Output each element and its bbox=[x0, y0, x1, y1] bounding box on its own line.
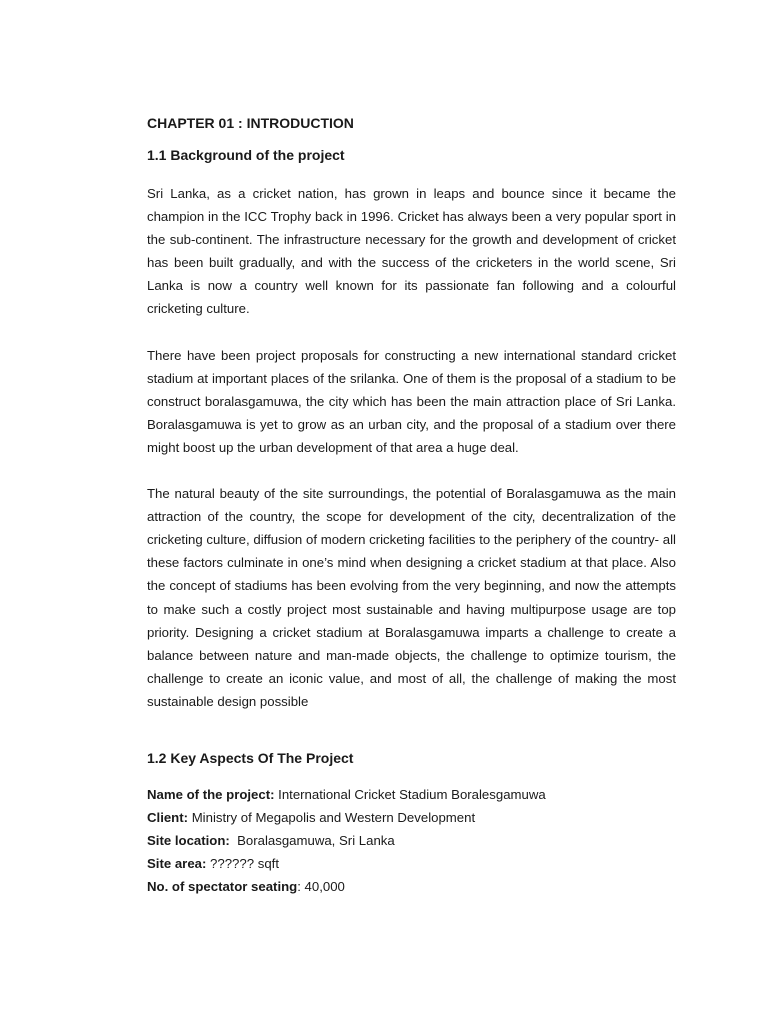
aspect-item-spectator-seating bbox=[147, 875, 676, 898]
aspect-value: International Cricket Stadium Boralesgamuwa bbox=[274, 786, 546, 802]
aspect-label: No. of spectator seating bbox=[147, 879, 298, 895]
background-paragraph-3: The natural beauty of the site surroundings, the potential of Boralasgamuwa as the main attraction of the country, the scope for development of the city, decentralization of the cricketing culture, diffusion of modern cricketing facilities to the periphery of the country- all these factors culminate in one’s mind when designing a cricket stadium at that place. Also the concept of stadiums has been evolving from the very beginning, and now the attempts to make such a costly project most sustainable and having multipurpose usage are top priority. Designing a cricket stadium at Boralasgamuwa imparts a challenge to create a balance between nature and man-made objects, the challenge to optimize tourism, the challenge to create an iconic value, and most of all, the challenge of making the most sustainable design possible bbox=[147, 486, 676, 709]
background-paragraph-2: There have been project proposals for constructing a new international standard cricket stadium at important places of the srilanka. One of them is the proposal of a stadium to be construct boralasgamuwa, the city which has been the main attraction place of Sri Lanka. Boralasgamuwa is yet to grow as an urban city, and the proposal of a stadium over there might boost up the urban development of that area a huge deal. bbox=[147, 347, 676, 455]
chapter-title: CHAPTER 01 : INTRODUCTION bbox=[147, 115, 354, 131]
aspect-value: ?????? sqft bbox=[206, 856, 279, 872]
aspect-label: Site location: bbox=[147, 833, 230, 849]
aspect-item-site-area bbox=[147, 852, 676, 875]
aspect-value: Boralasgamuwa, Sri Lanka bbox=[229, 833, 395, 849]
aspect-item-project-name bbox=[147, 783, 676, 806]
aspect-item-site-location bbox=[147, 829, 676, 852]
aspect-label: Site area: bbox=[147, 856, 207, 872]
key-aspects-list bbox=[147, 783, 676, 898]
aspect-label: Name of the project: bbox=[147, 786, 275, 802]
aspect-item-client bbox=[147, 806, 676, 829]
aspect-value: : 40,000 bbox=[297, 879, 345, 895]
document-page bbox=[147, 108, 676, 898]
section-heading-key-aspects: 1.2 Key Aspects Of The Project bbox=[147, 749, 354, 766]
background-paragraph-1: Sri Lanka, as a cricket nation, has grown in leaps and bounce since it became the champion in the ICC Trophy back in 1996. Cricket has always been a very popular sport in the sub-continent. The infrastructure necessary for the growth and development of cricket has been built gradually, and with the success of the cricketers in the world scene, Sri Lanka is now a country well known for its passionate fan following and a colourful cricketing culture. bbox=[147, 186, 676, 317]
aspect-value: Ministry of Megapolis and Western Development bbox=[188, 810, 476, 826]
section-heading-background: 1.1 Background of the project bbox=[147, 147, 345, 163]
aspect-label: Client: bbox=[147, 810, 189, 826]
